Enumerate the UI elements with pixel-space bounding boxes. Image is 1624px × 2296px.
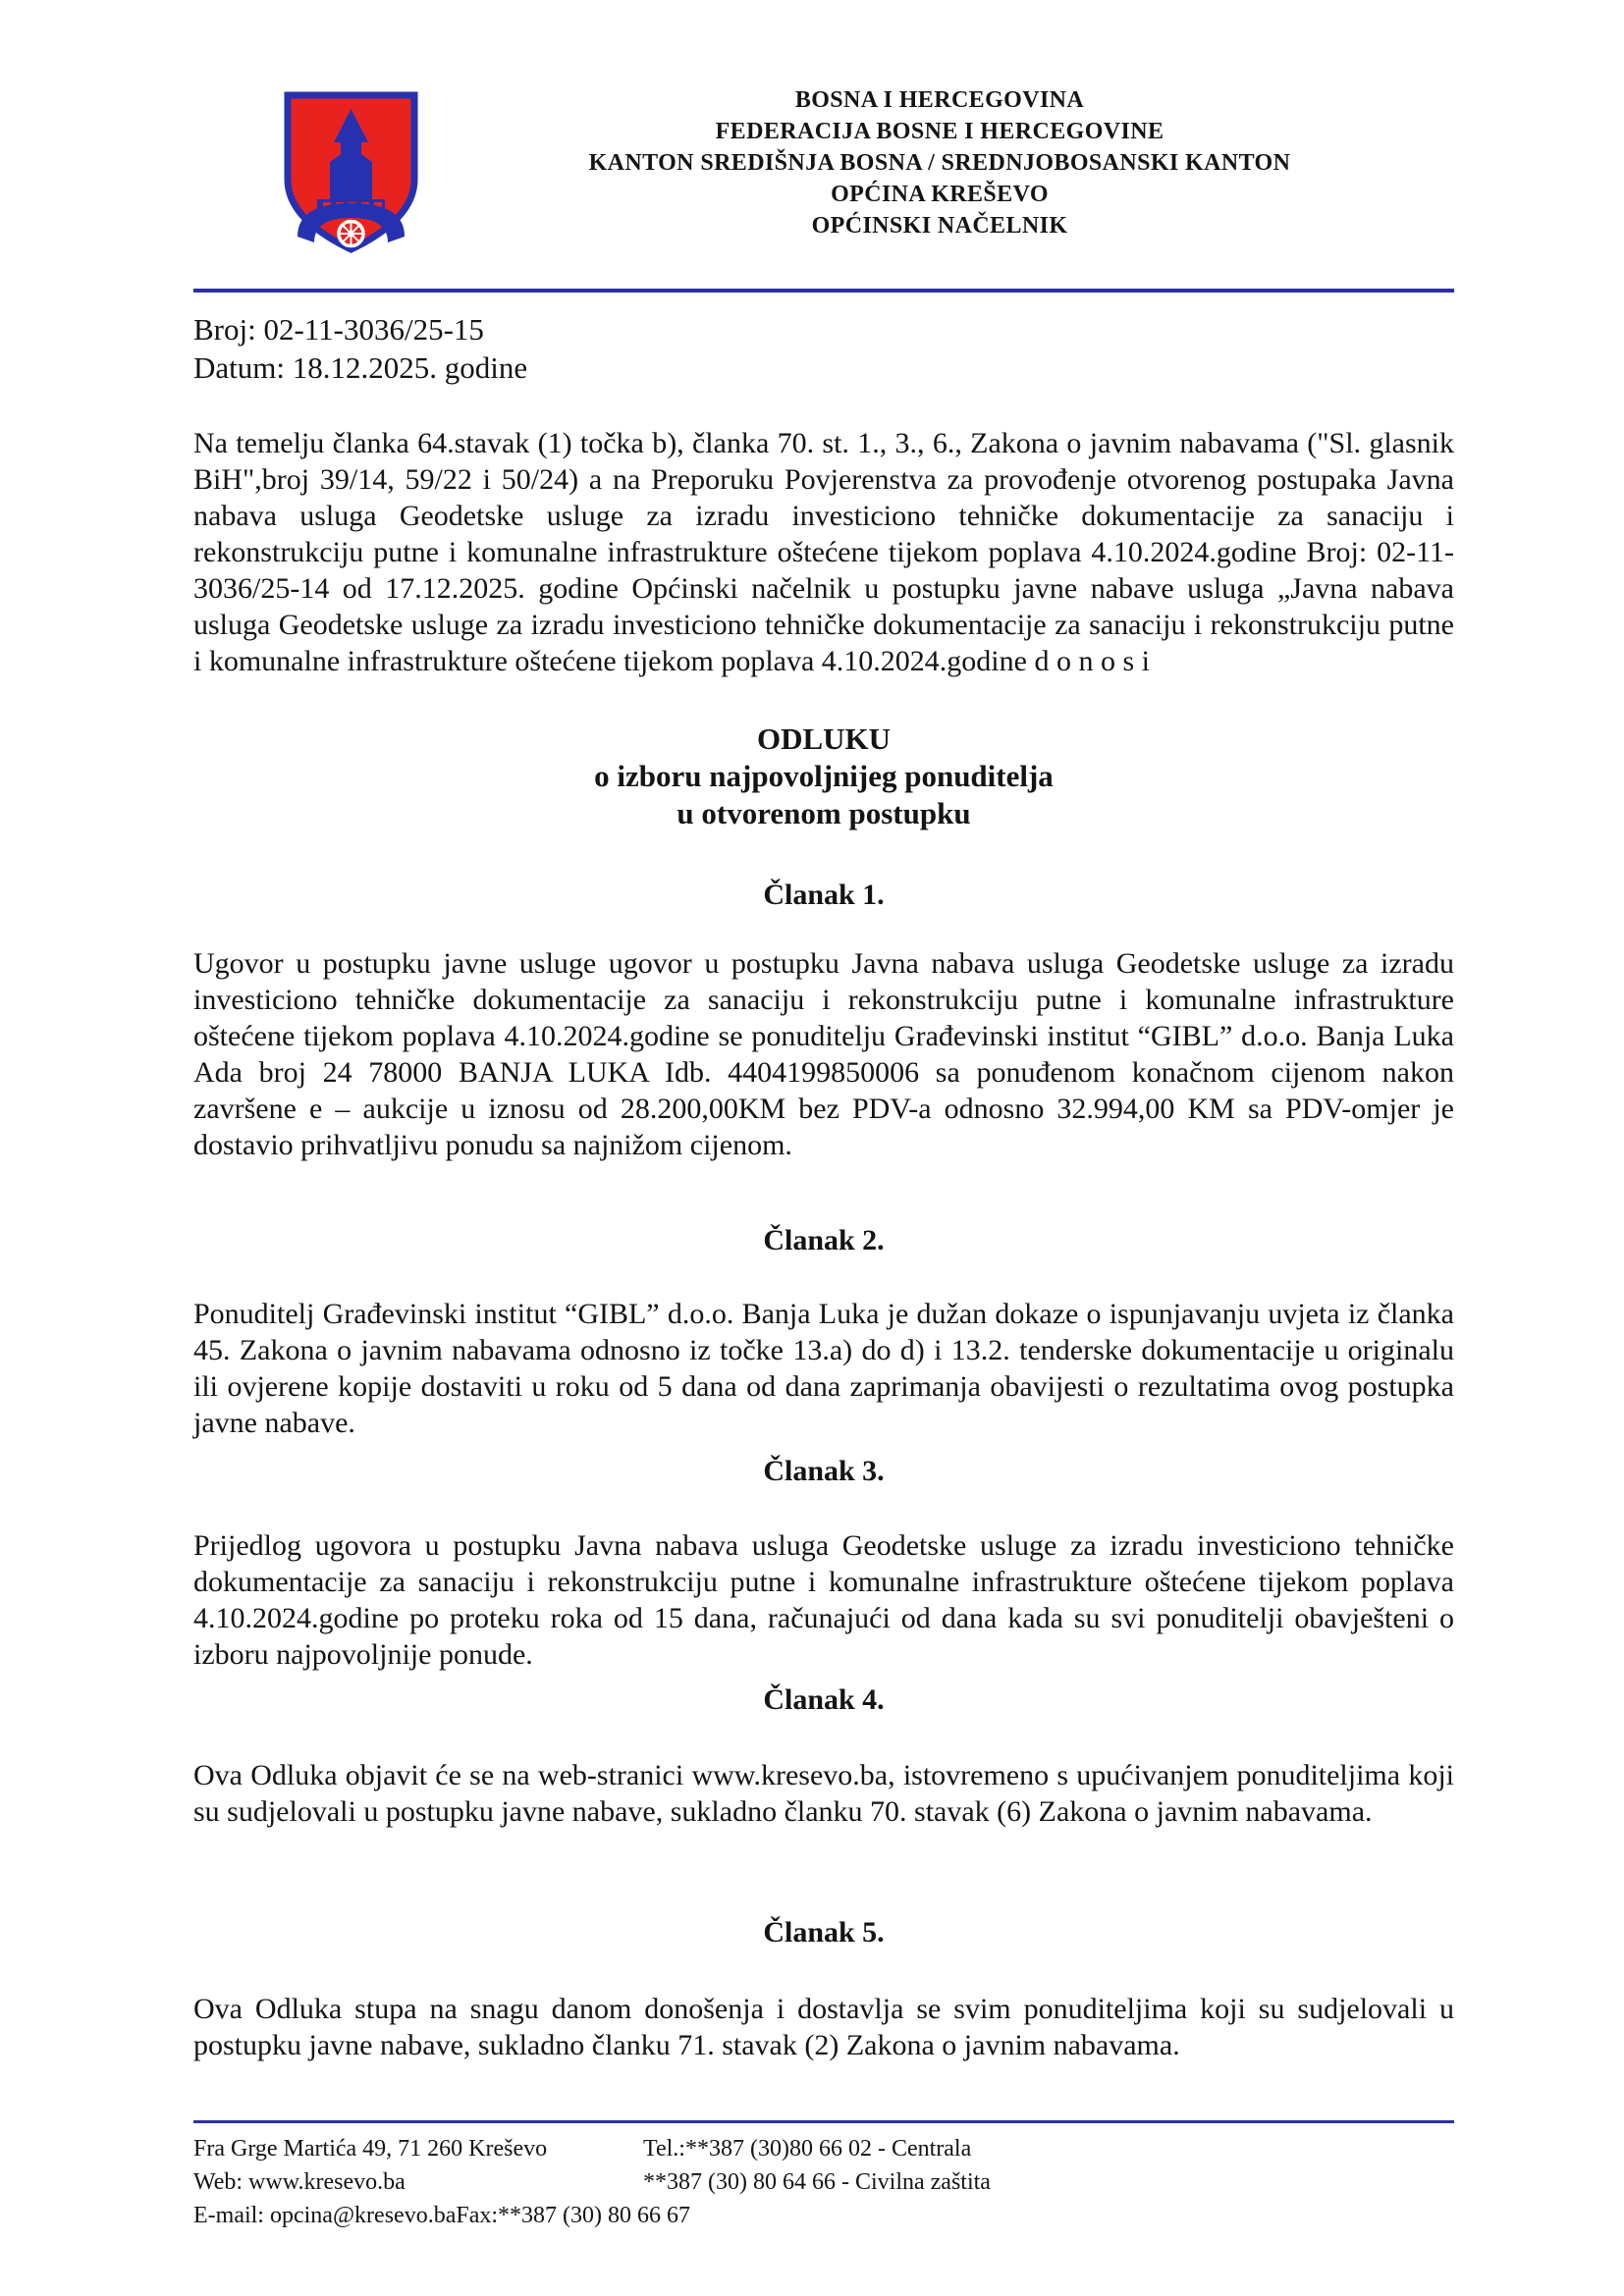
- article-1-body: Ugovor u postupku javne usluge ugovor u postupku Javna nabava usluga Geodetske usluge za izradu investiciono tehničke dokumentacije za sanaciju i rekonstrukciju putne i komunalne infrastrukture oštećene tijekom poplava 4.10.2024.godine se ponuditelju Građevinski institut “GIBL” d.o.o. Banja Luka Ada broj 24 78000 BANJA LUKA Idb. 4404199850006 sa ponuđenom konačnom cijenom nakon završene e – aukcije u iznosu od 28.200,00KM bez PDV-a odnosno 32.994,00 KM sa PDV-omjer je dostavio prihvatljivu ponudu sa najnižom cijenom.: [193, 947, 1454, 1161]
- footer-tel-civilna: **387 (30) 80 64 66 - Civilna zaštita: [643, 2169, 991, 2195]
- decision-title-line-2: o izboru najpovoljnijeg ponuditelja: [594, 759, 1054, 793]
- reference-number: Broj: 02-11-3036/25-15: [193, 312, 484, 347]
- footer-web: Web: www.kresevo.ba: [193, 2169, 406, 2195]
- letterhead-line-canton: KANTON SREDIŠNJA BOSNA / SREDNJOBOSANSKI KANTON: [588, 150, 1291, 176]
- article-3-heading: Članak 3.: [763, 1455, 885, 1487]
- footer-address: Fra Grge Martića 49, 71 260 Kreševo: [193, 2136, 548, 2162]
- article-2-heading: Članak 2.: [763, 1224, 885, 1256]
- article-5-body: Ova Odluka stupa na snagu danom donošenja i dostavlja se svim ponuditeljima koji su sudjelovali u postupku javne nabave, sukladno članku 71. stavak (2) Zakona o javnim nabavama.: [193, 1993, 1454, 2061]
- letterhead-line-country: BOSNA I HERCEGOVINA: [794, 87, 1085, 113]
- article-4-heading: Članak 4.: [763, 1683, 885, 1716]
- letterhead-line-federation: FEDERACIJA BOSNE I HERCEGOVINE: [715, 119, 1164, 144]
- letterhead-line-municipality: OPĆINA KREŠEVO: [831, 182, 1049, 207]
- kresevo-coat-of-arms-icon: [280, 88, 422, 257]
- footer: [193, 2132, 1454, 2232]
- letterhead: [481, 84, 1398, 241]
- reference-date: Datum: 18.12.2025. godine: [193, 350, 528, 385]
- header-divider: [193, 289, 1454, 293]
- letterhead-line-mayor: OPĆINSKI NAČELNIK: [811, 213, 1068, 239]
- footer-divider: [193, 2120, 1454, 2123]
- article-1-heading: Članak 1.: [763, 879, 885, 911]
- reference-block: [193, 310, 527, 387]
- footer-email-fax: E-mail: opcina@kresevo.baFax:**387 (30) 80 66 67: [193, 2203, 690, 2228]
- decision-title: [193, 721, 1454, 832]
- footer-tel-centrala: Tel.:**387 (30)80 66 02 - Centrala: [643, 2136, 972, 2162]
- decision-title-line-1: ODLUKU: [756, 721, 892, 756]
- preamble-paragraph: Na temelju članka 64.stavak (1) točka b), članka 70. st. 1., 3., 6., Zakona o javnim nabavama ("Sl. glasnik BiH",broj 39/14, 59/22 i 50/24) a na Preporuku Povjerenstva za provođenje otvorenog postupaka Javna nabava usluga Geodetske usluge za izradu investiciono tehničke dokumentacije za sanaciju i rekonstrukciju putne i komunalne infrastrukture oštećene tijekom poplava 4.10.2024.godine Broj: 02-11-3036/25-14 od 17.12.2025. godine Općinski načelnik u postupku javne nabave usluga „Javna nabava usluga Geodetske usluge za izradu investiciono tehničke dokumentacije za sanaciju i rekonstrukciju putne i komunalne infrastrukture oštećene tijekom poplava 4.10.2024.godine d o n o s i: [193, 427, 1454, 677]
- article-5-heading: Članak 5.: [763, 1916, 885, 1949]
- article-2-body: Ponuditelj Građevinski institut “GIBL” d.o.o. Banja Luka je dužan dokaze o ispunjavanju uvjeta iz članka 45. Zakona o javnim nabavama odnosno iz točke 13.a) do d) i 13.2. tenderske dokumentacije u originalu ili ovjerene kopije dostaviti u roku od 5 dana od dana zaprimanja obavijesti o rezultatima ovog postupka javne nabave.: [193, 1298, 1454, 1439]
- article-3-body: Prijedlog ugovora u postupku Javna nabava usluga Geodetske usluge za izradu investiciono tehničke dokumentacije za sanaciju i rekonstrukciju putne i komunalne infrastrukture oštećene tijekom poplava 4.10.2024.godine po proteku roka od 15 dana, računajući od dana kada su svi ponuditelji obavješteni o izboru najpovoljnije ponude.: [193, 1529, 1454, 1671]
- footer-phones: [643, 2132, 991, 2199]
- decision-title-line-3: u otvorenom postupku: [677, 796, 971, 830]
- article-4-body: Ova Odluka objavit će se na web-stranici www.kresevo.ba, istovremeno s upućivanjem ponuditeljima koji su sudjelovali u postupku javne nabave, sukladno članku 70. stavak (6) Zakona o javnim nabavama.: [193, 1759, 1454, 1828]
